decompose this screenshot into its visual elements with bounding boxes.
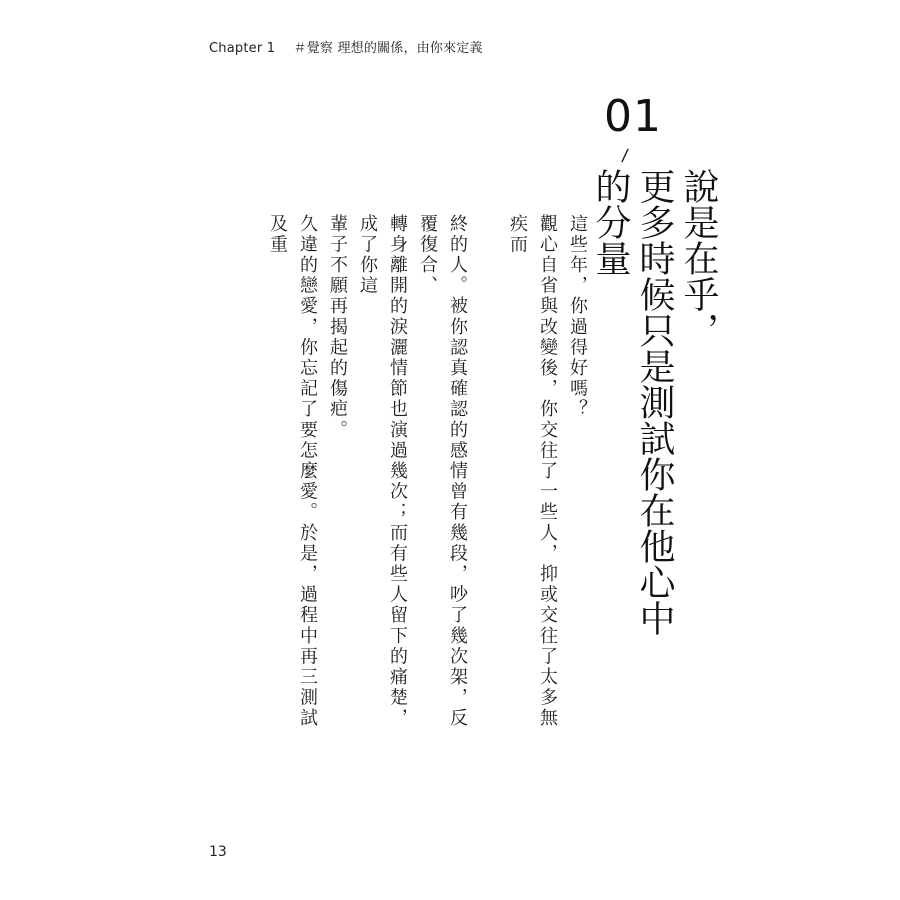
chapter-number: 01 — [604, 91, 662, 142]
body-text — [232, 214, 592, 734]
page-title — [588, 168, 720, 668]
body-paragraph-2-line-3: 轉身離開的淚灑情節也演過幾次；而有些人留下的痛楚，成了你這 — [357, 214, 408, 729]
page-number: 13 — [209, 844, 227, 860]
chapter-label: Chapter 1 — [209, 41, 276, 56]
chapter-slash: / — [620, 145, 630, 167]
body-paragraph-2-line-4: 輩子不願再揭起的傷疤。 — [327, 214, 348, 441]
running-head — [209, 37, 483, 56]
title-line-2: 更多時候只是測試你在他心中的分量 — [590, 168, 675, 636]
body-paragraph-1: 這些年，你過得好嗎？ — [567, 214, 588, 420]
body-paragraph-3: 久違的戀愛，你忘記了要怎麼愛。於是，過程中再三測試及重 — [267, 214, 318, 729]
body-paragraph-2-line-2: 終的人。被你認真確認的感情曾有幾段，吵了幾次架，反覆復合、 — [417, 214, 468, 729]
section-label: ＃覺察 理想的關係，由你來定義 — [293, 41, 483, 56]
title-line-1: 說是在乎， — [678, 168, 719, 348]
body-paragraph-2-line-1: 觀心自省與改變後，你交往了一些人，抑或交往了太多無疾而 — [507, 214, 558, 729]
